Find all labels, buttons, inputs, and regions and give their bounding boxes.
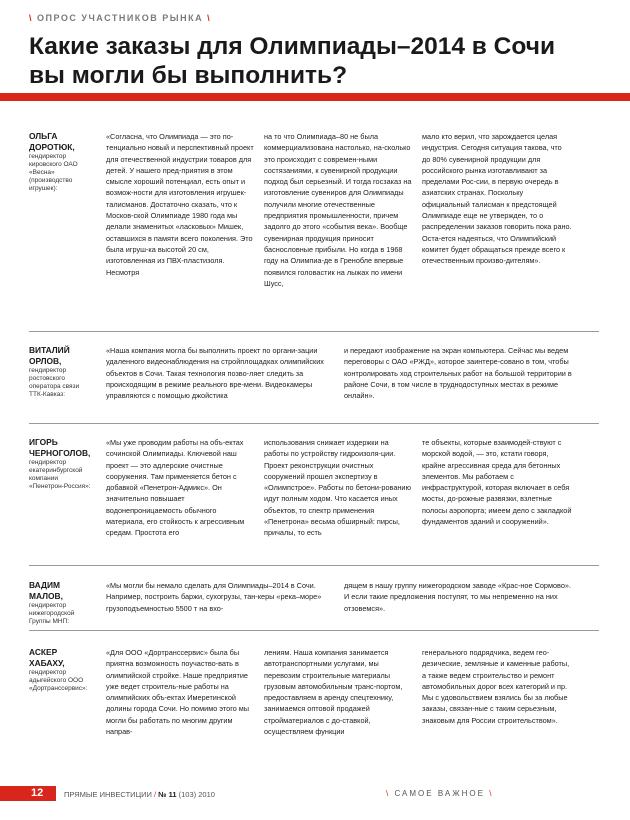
person-role: гендиректор кировского ОАО «Весна» (производство игрушек): [29, 153, 78, 192]
quote-column: «Мы могли бы немало сделать для Олимпиады–2014 в Сочи. Например, построить баржи, сухогрузы, тан-керы «река–море» грузоподъемностью 5500 т на вхо- [106, 581, 322, 613]
quote-column: и передают изображение на экран компьютера. Сейчас мы ведем переговоры с ОАО «РЖД», которое заинтере-совано в том, чтобы контролировать ход строительных работ на большой территории в районе Сочи, в том числе в труднодоступных местах в режиме онлайн». [344, 346, 572, 401]
magazine-name: ПРЯМЫЕ ИНВЕСТИЦИИ [64, 790, 152, 799]
person-role: гендиректор ростовского оператора связи ТТК-Кавказ: [29, 367, 80, 398]
section-divider [29, 565, 599, 566]
title-red-bar [0, 93, 630, 101]
footer-section-label: \ САМОЕ ВАЖНОЕ \ [386, 789, 494, 798]
issue-detail: (103) 2010 [178, 790, 215, 799]
interview-section [29, 580, 599, 625]
title-line-2: вы могли бы выполнить? [29, 62, 348, 89]
person-block [29, 131, 91, 193]
person-name: ВИТАЛИЙ ОРЛОВ, [29, 345, 70, 366]
section-divider [29, 423, 599, 424]
interview-section [29, 345, 599, 415]
rubric: \ ОПРОС УЧАСТНИКОВ РЫНКА \ [29, 13, 212, 23]
person-block [29, 647, 91, 693]
person-role: гендиректор екатеринбургской компании «Пенетрон-Россия»: [29, 459, 91, 490]
quote-column: использования снижает издержки на работы по устройству гидроизоля-ции. Проект реконструкции очистных сооружений прошел экспертизу в «Олимпстрое». Работы по бетони-рованию идут полным ходом. Что касается иных объектов, то спектр применения «Пенетрона» весьма обширный: пирсы, причалы, то есть [264, 438, 411, 538]
quote-column: «Мы уже проводим работы на объ-ектах сочинской Олимпиады. Ключевой наш проект — это адлерские очистные сооружения. Там применяется бетон с добавкой «Пенетрон-Адмикс». Он значительно повышает водонепроницаемость обычного материала, его стойкость к агрессивным средам. Простота его [106, 438, 245, 538]
footer-magazine: ПРЯМЫЕ ИНВЕСТИЦИИ / № 11 (103) 2010 [64, 790, 215, 799]
person-name: ВАДИМ МАЛОВ, [29, 580, 63, 601]
interview-section [29, 647, 599, 767]
page-number-bar [0, 786, 56, 801]
section-label-text: САМОЕ ВАЖНОЕ [394, 789, 485, 798]
person-name: ИГОРЬ ЧЕРНОГОЛОВ, [29, 437, 91, 458]
section-divider [29, 331, 599, 332]
quote-column: «Согласна, что Олимпиада — это по-тенциально новый и перспективный проект для отечественной индустрии товаров для детей. У нашего пред-приятия в этом смысле хороший потенциал, есть опыт и возмож-ности для изготовления игрушек-талисманов. Достаточно сказать, что к Москов-ской Олимпиаде 1980 года мы делали знаменитых «ласковых» Мишек, оставшихся в памяти всего поколения. Это была игруш-ка высотой 20 см, изготовленная из ПВХ-пластизоля. Несмотря [106, 132, 254, 277]
quote-column: те объекты, которые взаимодей-ствуют с морской водой, — это, кстати говоря, крайне агрессивная среда для бетонных элементов. Мы работаем с инфраструктурой, которая включает в себя мосты, до-рожные развязки, взлетные полосы аэропорта; имеем дело с закладкой фундаментов зданий и сооружений». [422, 438, 572, 527]
quote-column: «Наша компания могла бы выполнить проект по органи-зации удаленного видеонаблюдения на стройплощадках олимпийских объектов в Сочи. Такая технология позво-ляет следить за происходящим в режиме реального вре-мени. Видеокамеры управляются с помощью джойстика [106, 346, 324, 401]
person-name: ОЛЬГА ДОРОТЮК, [29, 131, 75, 152]
quote-column: «Для ООО «Дортранссервис» была бы приятна возможность поучаство-вать в олимпийской стройке. Наше предприятие уже ведет строитель-ные работы на олимпийских объ-ектах Имеретинской долины города Сочи. Но помимо этого мы могли бы работать по многим другим направ- [106, 648, 250, 737]
interview-section [29, 437, 599, 557]
person-role: гендиректор нижегородской Группы МНП: [29, 602, 75, 625]
quote-column: дящем в нашу группу нижегородском заводе «Крас-ное Сормово». И если такие предложения поступят, то мы непременно на них отзовемся». [344, 581, 571, 613]
quote-column: мало кто верил, что зарождается целая индустрия. Сегодня ситуация такова, что до 80% сувенирной продукции для российского рынка изготавливают за пределами Рос-сии, в первую очередь в азиатских странах. Поскольку официальный талисман к предстоящей Олимпиаде еще не утвержден, то о распределении заказов говорить пока рано. Оста-ется надеяться, что Олимпийский комитет будет обращаться прежде всего к отечественным произво-дителям». [422, 132, 572, 266]
person-name: АСКЕР ХАБАХУ, [29, 647, 65, 668]
person-role: гендиректор адыгейского ООО «Дортранссервис»: [29, 669, 88, 692]
person-block [29, 437, 91, 491]
page-number: 12 [31, 787, 44, 799]
rubric-text: ОПРОС УЧАСТНИКОВ РЫНКА [37, 13, 204, 23]
person-block [29, 580, 91, 626]
quote-column: на то что Олимпиада–80 не была коммерциализована настолько, на-сколько это происходит с современ-ными состязаниями, к сувенирной продукции подход был серьезный. И тогда госзаказ на изготовление сувениров для Олимпиады получили многие отечественные предприятия промышленности, причем задолго до этого «события века». Вообще сувенирная продукция приносит баснословные прибыли. Но когда в 1968 году на Олимпиа-де в Гренобле впервые появился головастик на лыжах по имени Шусс, [264, 132, 412, 288]
section-divider [29, 630, 599, 631]
issue-number: № 11 [158, 790, 177, 799]
page-title [29, 32, 589, 90]
quote-column: лениям. Наша компания занимается автотранспортными услугами, мы перевозим строительные материалы грузовым автомобильным транс-портом, предоставляем в аренду спецтехнику, занимаемся оптовой продажей стройматериалов с до-ставкой, осуществляем функции [264, 648, 403, 737]
person-block [29, 345, 91, 399]
title-line-1: Какие заказы для Олимпиады–2014 в Сочи [29, 33, 556, 60]
quote-column: генерального подрядчика, ведем гео-дезические, земляные и каменные работы, а также ведем строительство и ремонт автомобильных дорог всех категорий и пр. Мы с удовольствием взялись бы за любые заказы, связан-ные с таким серьезным, знаковым для России строительством». [422, 648, 570, 725]
interview-section [29, 131, 599, 321]
